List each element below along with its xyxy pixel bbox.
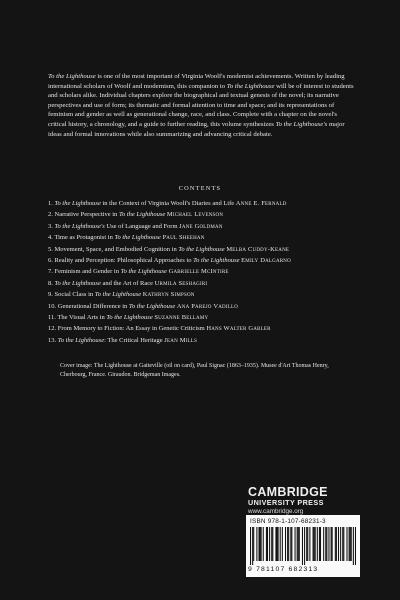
toc-entry-text: 6. Reality and Perception: Philosophical Approaches to	[48, 257, 194, 265]
barcode-bar	[313, 527, 314, 561]
barcode-bar	[287, 527, 288, 561]
toc-entry-title: To the Lighthouse	[94, 291, 142, 299]
barcode-bar	[355, 527, 356, 565]
toc-entry	[48, 301, 354, 312]
publisher-url: www.cambridge.org	[248, 507, 304, 515]
barcode-bar	[349, 527, 350, 561]
barcode-bar	[309, 527, 310, 561]
barcode-bar	[295, 527, 296, 561]
toc-entry	[48, 221, 354, 232]
blurb-text: major ideas and formal innovations while also summarizing and advancing critical debate.	[48, 120, 345, 138]
toc-entry-text: 2. Narrative Perspective in	[48, 211, 119, 219]
barcode-bar	[278, 527, 279, 561]
toc-entry-title: To the Lighthouse	[118, 211, 166, 219]
barcode-bar	[351, 527, 352, 561]
barcode-bar	[350, 527, 351, 561]
toc-entry	[48, 266, 354, 277]
toc-entry	[48, 335, 354, 346]
barcode-bar	[252, 527, 253, 565]
toc-entry-title: To the Lighthouse	[120, 268, 167, 276]
blurb-title-italic: To the Lighthouse's	[275, 120, 328, 128]
toc-entry-text: 3.	[48, 222, 55, 230]
barcode-bar	[299, 527, 300, 561]
blurb-text: will be of interest to students and scholars alike. Individual chapters explore the biographical and textual genesis of the novel; its narrative perspectives and use of form; its thematic and formal attention to time and space; and its representations of feminism and gender as well as generational change, race, and class. Complete with a chapter on the novel's critical history, a chronology, and a guide to further reading, this volume synthesizes	[48, 82, 354, 128]
contents-heading: CONTENTS	[178, 185, 222, 192]
toc-entry-author: Gabrielle McIntire	[168, 268, 229, 276]
barcode-bar	[306, 527, 307, 561]
barcode-bar	[315, 527, 316, 561]
barcode-bar	[263, 527, 264, 561]
barcode-bar	[260, 527, 261, 561]
barcode-bar	[342, 527, 343, 561]
toc-entry-author: Kathryn Simpson	[142, 291, 195, 299]
toc-entry-author: Jean Mills	[164, 336, 198, 344]
toc-entry-text: Use of Language and Form	[104, 222, 180, 230]
toc-entry-author: Jane Goldman	[179, 222, 223, 230]
toc-entry-author: Urmila Seshagiri	[154, 279, 208, 287]
toc-entry	[48, 255, 354, 266]
barcode-bar	[353, 527, 354, 565]
toc-entry-text: : The Critical Heritage	[104, 336, 165, 344]
toc-entry	[48, 244, 354, 255]
toc-entry-title: To the Lighthouse	[57, 336, 105, 344]
blurb	[48, 72, 354, 139]
toc-entry-title: To the Lighthouse	[178, 245, 225, 253]
barcode-bar	[275, 527, 276, 561]
blurb-title-italic: To the Lighthouse	[48, 73, 96, 80]
toc-entry	[48, 278, 354, 289]
toc-entry	[48, 323, 354, 334]
toc-entry-text: 10. Generational Difference in	[48, 302, 129, 310]
blurb-paragraph	[48, 72, 354, 139]
toc-entry-title: To the Lighthouse	[128, 302, 176, 310]
toc-entry-text: 11. The Visual Arts in	[48, 314, 107, 322]
toc-entry-author: Paul Sheehan	[162, 234, 205, 242]
barcode-bar	[338, 527, 339, 561]
barcode-bar	[336, 527, 337, 561]
barcode-bar	[288, 527, 289, 561]
barcode-bar	[266, 527, 267, 561]
barcode-icon	[250, 527, 356, 565]
table-of-contents	[48, 198, 354, 346]
toc-entry-text: 13.	[48, 336, 58, 344]
toc-entry-text: 8.	[48, 279, 55, 287]
barcode-bar	[331, 527, 332, 561]
toc-entry-author: Michael Levenson	[166, 211, 224, 219]
barcode-bar	[272, 527, 273, 561]
barcode-bar	[267, 527, 268, 561]
barcode-bar	[261, 527, 262, 561]
toc-entry-title: To the Lighthouse	[54, 200, 101, 207]
toc-entry-text: 9. Social Class in	[48, 291, 95, 299]
toc-entry-text: and the Art of Race	[100, 279, 155, 287]
toc-entry	[48, 209, 354, 220]
barcode-bar	[304, 527, 305, 565]
barcode-bar	[269, 527, 270, 561]
barcode-bar	[343, 527, 344, 561]
barcode-bar	[319, 527, 320, 561]
toc-entry-text: 7. Feminism and Gender in	[48, 268, 121, 276]
barcode-bar	[323, 527, 324, 561]
barcode-bar	[326, 527, 327, 561]
barcode-bar	[325, 527, 326, 561]
barcode-bar	[291, 527, 292, 561]
toc-entry-title: To the Lighthouse's	[54, 222, 105, 230]
toc-entry-text: 12. From Memory to Fiction: An Essay in Genetic Criticism	[48, 325, 207, 333]
toc-entry-text: 5. Movement, Space, and Embodied Cognition in	[48, 245, 179, 253]
barcode-bar	[328, 527, 329, 561]
cover-image-credit: Cover image: The Lighthouse at Gatteville (oil on card), Paul Signac (1863–1935). Musee d'Art Thomas Henry, Cherbourg, France. Giraudon. Bridgeman Images.	[60, 363, 329, 378]
toc-entry-text: in the Context of Virginia Woolf's Diaries and Life	[100, 200, 236, 207]
barcode-bar	[271, 527, 272, 561]
isbn-label: ISBN 978-1-107-68231-3	[250, 518, 326, 525]
toc-entry	[48, 232, 354, 243]
publisher-name: CAMBRIDGE	[248, 485, 328, 499]
toc-entry-title: To the Lighthouse	[114, 234, 161, 242]
barcode-bar	[258, 527, 259, 561]
blurb-text: is one of the most important of Virginia Woolf's modernist achievements. Written by leading international scholars of Woolf and modernism, this companion to	[48, 73, 345, 90]
toc-entry	[48, 289, 354, 300]
barcode-bar	[282, 527, 283, 561]
barcode-bar	[307, 527, 308, 561]
barcode-digits: 9 781107 682313	[248, 566, 319, 573]
isbn-barcode	[246, 515, 360, 577]
barcode-bar	[317, 527, 318, 561]
barcode-bar	[346, 527, 347, 561]
publisher-subtitle: UNIVERSITY PRESS	[248, 498, 324, 507]
toc-entry	[48, 198, 354, 209]
toc-entry-text: 4. Time as Protagonist in	[48, 234, 115, 242]
publisher-logo	[248, 486, 358, 516]
barcode-bar	[320, 527, 321, 561]
toc-entry	[48, 312, 354, 323]
blurb-title-italic: To the Lighthouse	[226, 82, 275, 90]
toc-entry-author: Anne E. Fernald	[235, 200, 287, 207]
toc-entry-title: To the Lighthouse	[193, 257, 240, 265]
barcode-bar	[335, 527, 336, 561]
barcode-bar	[256, 527, 257, 561]
barcode-bar	[290, 527, 291, 561]
toc-entry-author: Emily Dalgarno	[241, 257, 291, 265]
toc-entry-title: To the Lighthouse	[54, 279, 101, 287]
barcode-bar	[314, 527, 315, 561]
barcode-bar	[253, 527, 254, 561]
barcode-bar	[285, 527, 286, 561]
toc-entry-author: Melba Cuddy-Keane	[226, 245, 290, 253]
toc-entry-text: 1.	[48, 200, 55, 207]
barcode-bar	[280, 527, 281, 561]
barcode-bar	[277, 527, 278, 561]
toc-entry-title: To the Lighthouse	[106, 314, 153, 322]
barcode-bar	[298, 527, 299, 561]
toc-entry-author: Hans Walter Gabler	[206, 325, 271, 333]
toc-entry-author: Suzanne Bellamy	[154, 314, 209, 322]
barcode-bar	[332, 527, 333, 561]
barcode-bar	[250, 527, 251, 565]
toc-entry-author: Ana Parejo Vadillo	[176, 302, 239, 310]
barcode-bar	[340, 527, 341, 561]
barcode-bar	[302, 527, 303, 565]
barcode-bar	[297, 527, 298, 561]
